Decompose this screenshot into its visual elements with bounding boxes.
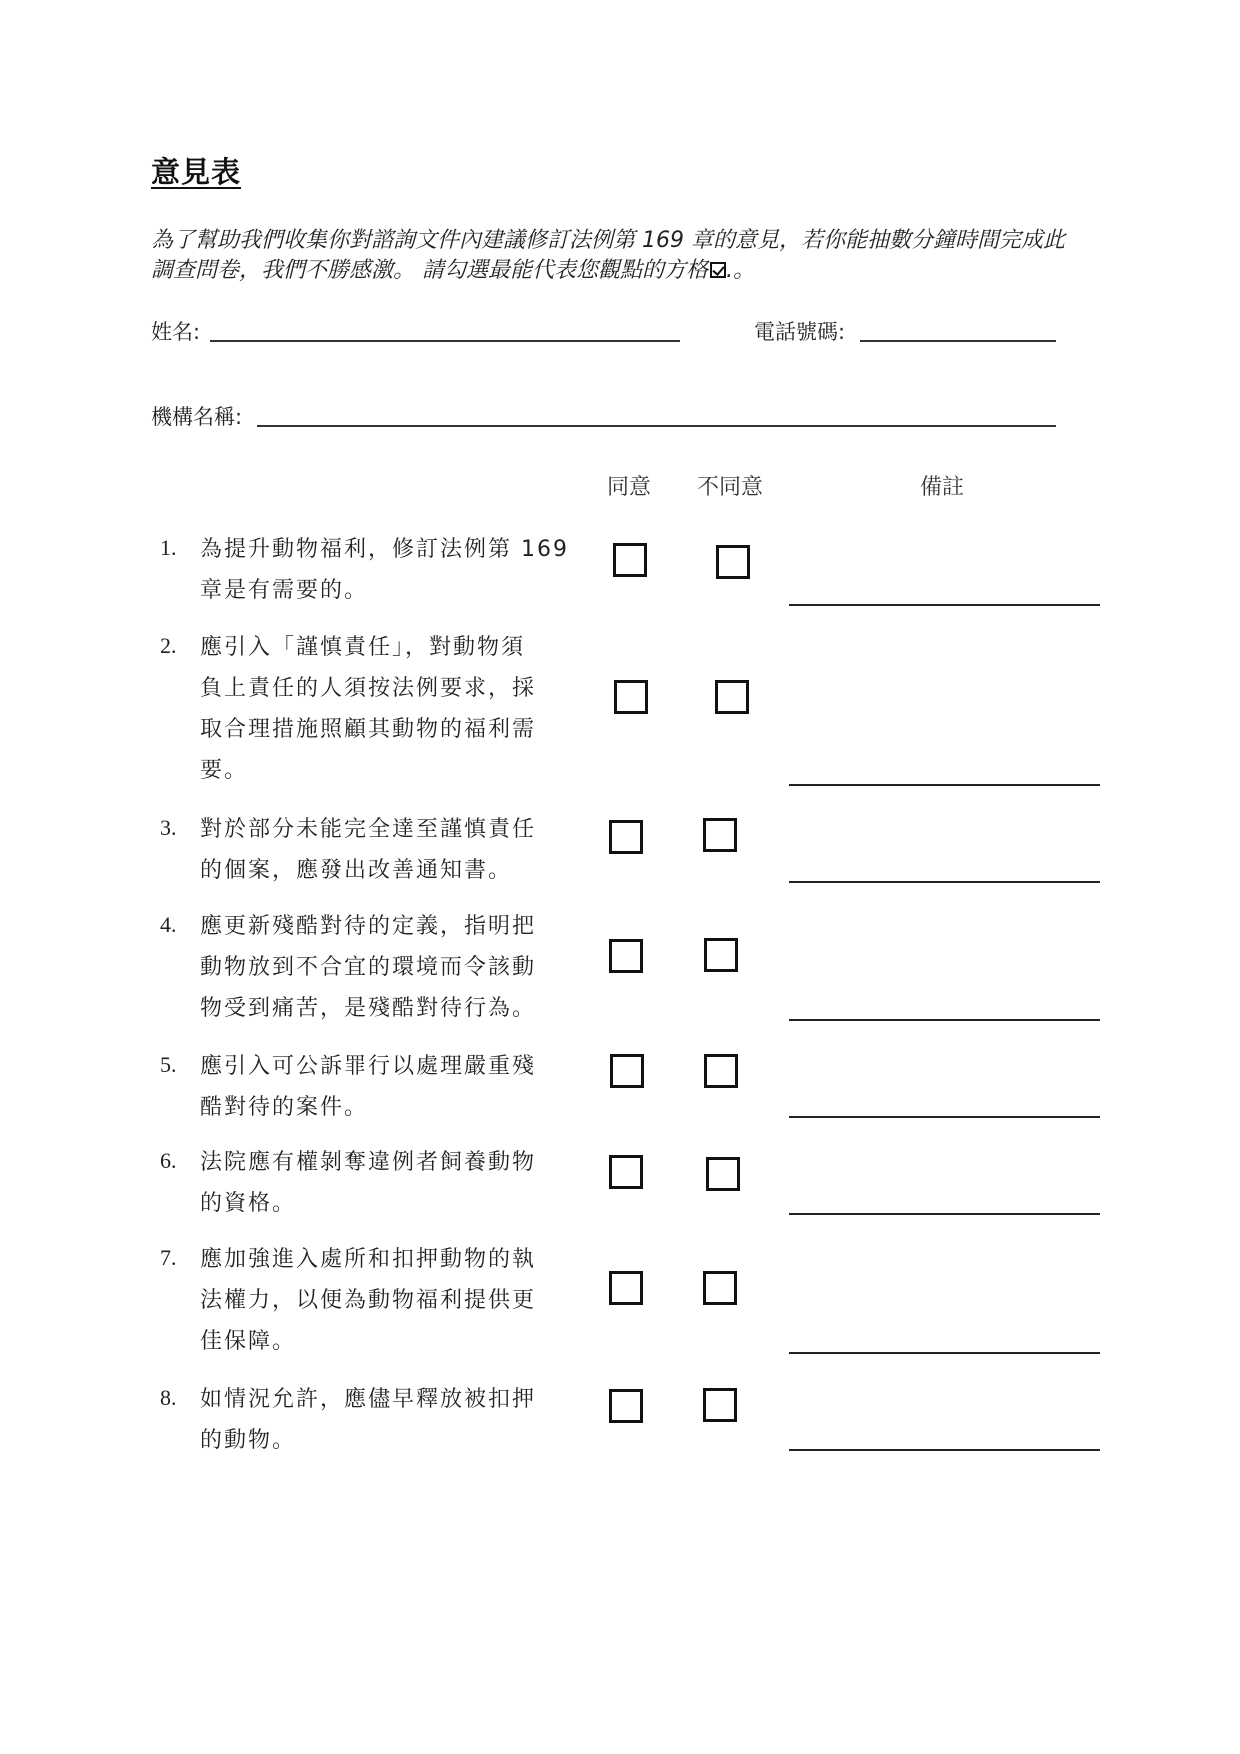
question-text — [200, 1379, 580, 1461]
question-text — [200, 1239, 580, 1362]
question-text — [200, 627, 580, 791]
remarks-field[interactable] — [789, 784, 1100, 786]
question-line: 取合理措施照顧其動物的福利需 — [200, 717, 537, 742]
question-number: 4. — [160, 912, 177, 937]
disagree-checkbox[interactable] — [715, 680, 749, 714]
name-label: 姓名: — [151, 320, 201, 344]
disagree-checkbox[interactable] — [704, 1054, 738, 1088]
intro-line-2 — [151, 256, 1111, 286]
disagree-checkbox[interactable] — [706, 1157, 740, 1191]
question-number: 1. — [160, 535, 177, 560]
remarks-field[interactable] — [789, 881, 1100, 883]
intro-line-2-end: .。 — [726, 258, 755, 283]
question-line: 酷對待的案件。 — [200, 1095, 369, 1120]
form-title: 意見表 — [151, 155, 242, 189]
intro-line-1: 為了幫助我們收集你對諮詢文件內建議修訂法例第 169 章的意見，若你能抽數分鐘時間完成此 — [151, 228, 1065, 253]
phone-label: 電話號碼: — [754, 320, 846, 344]
agree-checkbox[interactable] — [614, 680, 648, 714]
question-line: 為提升動物福利，修訂法例第 169 — [200, 537, 569, 562]
intro-line-2-text: 調查問卷，我們不勝感激。 請勾選最能代表您觀點的方格 — [151, 258, 708, 283]
question-text — [200, 809, 580, 891]
phone-field[interactable] — [860, 340, 1056, 342]
question-number: 5. — [160, 1052, 177, 1077]
question-text — [200, 906, 580, 1029]
question-number: 3. — [160, 815, 177, 840]
org-name-field[interactable] — [257, 425, 1056, 427]
question-number: 7. — [160, 1245, 177, 1270]
remarks-field[interactable] — [789, 604, 1100, 606]
column-header-remarks: 備註 — [920, 475, 965, 500]
question-text — [200, 529, 580, 611]
column-header-agree: 同意 — [607, 475, 652, 500]
question-line: 應引入「謹慎責任」，對動物須 — [200, 635, 526, 660]
question-line: 佳保障。 — [200, 1329, 297, 1354]
question-line: 負上責任的人須按法例要求，採 — [200, 676, 537, 701]
disagree-checkbox[interactable] — [716, 545, 750, 579]
question-text — [200, 1142, 580, 1224]
remarks-field[interactable] — [789, 1352, 1100, 1354]
question-number: 6. — [160, 1148, 177, 1173]
agree-checkbox[interactable] — [609, 939, 643, 973]
question-line: 對於部分未能完全達至謹慎責任 — [200, 817, 537, 842]
column-header-disagree: 不同意 — [697, 475, 764, 500]
remarks-field[interactable] — [789, 1116, 1100, 1118]
intro-text — [151, 226, 1111, 286]
question-line: 的動物。 — [200, 1428, 297, 1453]
agree-checkbox[interactable] — [609, 820, 643, 854]
disagree-checkbox[interactable] — [704, 938, 738, 972]
question-line: 法院應有權剝奪違例者飼養動物 — [200, 1150, 537, 1175]
agree-checkbox[interactable] — [609, 1155, 643, 1189]
question-line: 的個案，應發出改善通知書。 — [200, 858, 513, 883]
question-line: 章是有需要的。 — [200, 578, 369, 603]
question-number: 8. — [160, 1385, 177, 1410]
agree-checkbox[interactable] — [610, 1054, 644, 1088]
disagree-checkbox[interactable] — [703, 1388, 737, 1422]
remarks-field[interactable] — [789, 1019, 1100, 1021]
checked-box-icon — [710, 262, 726, 278]
agree-checkbox[interactable] — [613, 543, 647, 577]
remarks-field[interactable] — [789, 1213, 1100, 1215]
disagree-checkbox[interactable] — [703, 818, 737, 852]
question-line: 物受到痛苦，是殘酷對待行為。 — [200, 996, 537, 1021]
question-line: 應引入可公訴罪行以處理嚴重殘 — [200, 1054, 537, 1079]
org-label: 機構名稱: — [151, 405, 243, 429]
remarks-field[interactable] — [789, 1449, 1100, 1451]
question-line: 如情況允許，應儘早釋放被扣押 — [200, 1387, 537, 1412]
name-field[interactable] — [210, 340, 680, 342]
question-text — [200, 1046, 580, 1128]
question-line: 應更新殘酷對待的定義，指明把 — [200, 914, 537, 939]
question-line: 應加強進入處所和扣押動物的執 — [200, 1247, 537, 1272]
question-line: 動物放到不合宜的環境而令該動 — [200, 955, 537, 980]
agree-checkbox[interactable] — [609, 1271, 643, 1305]
question-line: 要。 — [200, 758, 249, 783]
question-line: 法權力，以便為動物福利提供更 — [200, 1288, 537, 1313]
disagree-checkbox[interactable] — [703, 1271, 737, 1305]
question-line: 的資格。 — [200, 1191, 297, 1216]
question-number: 2. — [160, 633, 177, 658]
agree-checkbox[interactable] — [609, 1389, 643, 1423]
